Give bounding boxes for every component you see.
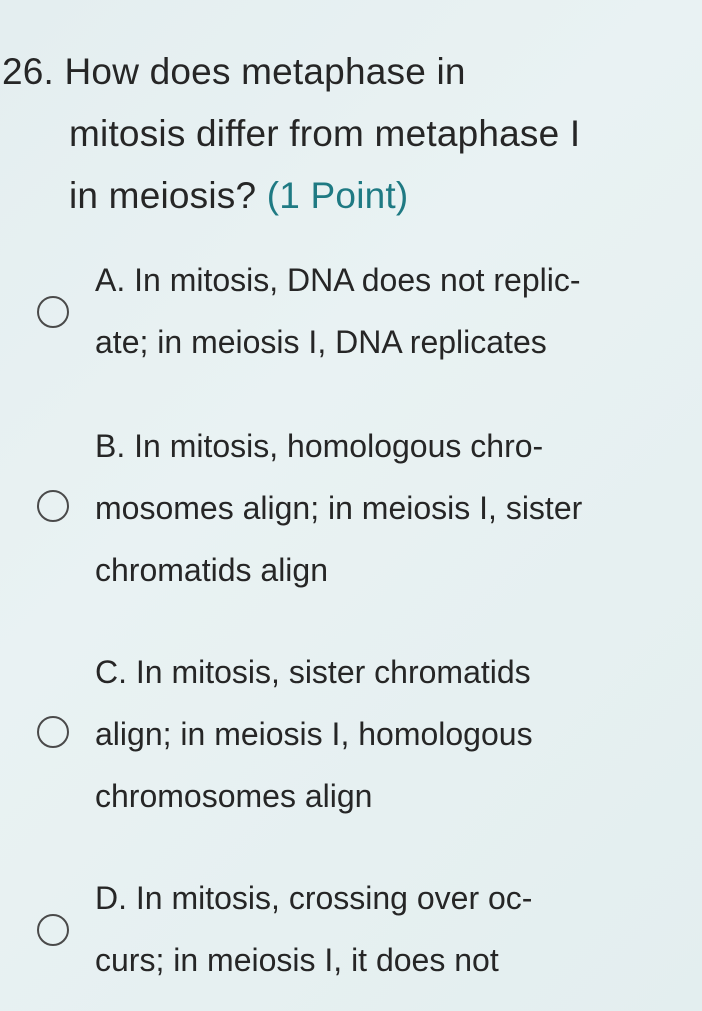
option-c-line-2: align; in meiosis I, homologous	[95, 716, 533, 752]
option-b-radio[interactable]	[37, 490, 69, 522]
question-line-1: 26. How does metaphase in	[2, 51, 466, 92]
option-d-line-2: curs; in meiosis I, it does not	[95, 942, 499, 978]
question-line-2: mitosis differ from metaphase I	[69, 113, 581, 154]
option-b-line-2: mosomes align; in meiosis I, sister	[95, 490, 583, 526]
option-c-line-1: C. In mitosis, sister chromatids	[95, 654, 531, 690]
option-b-line-1: B. In mitosis, homologous chro-	[95, 428, 544, 464]
option-c-radio[interactable]	[37, 716, 69, 748]
question-stem-end: in meiosis?	[69, 175, 257, 216]
option-b-line-3: chromatids align	[95, 552, 328, 588]
option-d-radio[interactable]	[37, 914, 69, 946]
option-d-line-1: D. In mitosis, crossing over oc-	[95, 880, 533, 916]
question-line-3	[69, 174, 408, 218]
question-points: (1 Point)	[266, 175, 409, 216]
option-a-line-2: ate; in meiosis I, DNA replicates	[95, 324, 547, 360]
option-c-line-3: chromosomes align	[95, 778, 373, 814]
option-a-line-1: A. In mitosis, DNA does not replic-	[95, 262, 581, 298]
option-a-radio[interactable]	[37, 296, 69, 328]
